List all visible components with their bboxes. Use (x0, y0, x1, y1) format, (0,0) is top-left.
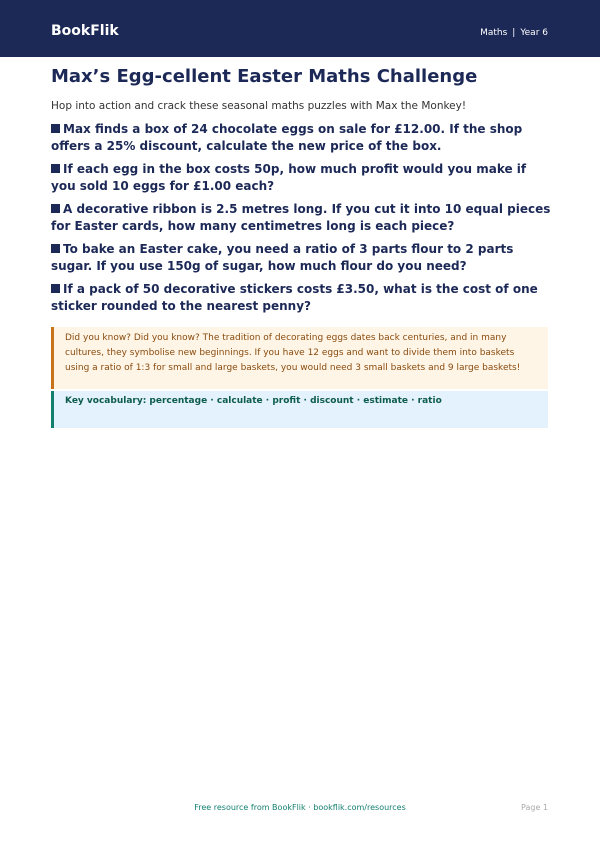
page-number: Page 1 (521, 803, 548, 812)
meta-separator: | (512, 28, 516, 38)
question-text: If each egg in the box costs 50p, how much profit would you make if you sold 10 eggs for £1.00 each? (51, 162, 527, 193)
footer-credit[interactable]: Free resource from BookFlik · bookflik.com/resources (194, 803, 406, 812)
square-bullet-icon (51, 244, 60, 253)
key-vocabulary-box (51, 391, 548, 428)
square-bullet-icon (51, 284, 60, 293)
square-bullet-icon (51, 204, 60, 213)
intro-text: Hop into action and crack these seasonal maths puzzles with Max the Monkey! (51, 100, 467, 112)
year-label: Year 6 (520, 28, 548, 38)
page-header (0, 0, 600, 57)
square-bullet-icon (51, 164, 60, 173)
question-item (51, 201, 551, 235)
question-item (51, 281, 551, 315)
question-text: A decorative ribbon is 2.5 metres long. If you cut it into 10 equal pieces for Easter cards, how many centimetres long is each piece? (51, 202, 551, 233)
question-text: To bake an Easter cake, you need a ratio of 3 parts flour to 2 parts sugar. If you use 150g of sugar, how much flour do you need? (51, 242, 514, 273)
question-item (51, 241, 551, 275)
question-text: If a pack of 50 decorative stickers costs £3.50, what is the cost of one sticker rounded to the nearest penny? (51, 282, 538, 313)
question-list (51, 121, 551, 321)
question-text: Max finds a box of 24 chocolate eggs on sale for £12.00. If the shop offers a 25% discount, calculate the new price of the box. (51, 122, 523, 153)
brand-logo-text[interactable]: BookFlik (51, 23, 119, 39)
fact-text: Did you know? Did you know? The tradition of decorating eggs dates back centuries, and in many cultures, they symbolise new beginnings. If you have 12 eggs and want to divide them into baskets using a ratio of 1:3 for small and large baskets, you would need 3 small baskets and 9 large baskets! (65, 333, 521, 373)
square-bullet-icon (51, 124, 60, 133)
question-item (51, 121, 551, 155)
header-meta (480, 27, 548, 39)
subject-label: Maths (480, 28, 508, 38)
did-you-know-box (51, 327, 548, 389)
question-item (51, 161, 551, 195)
vocab-text: Key vocabulary: percentage · calculate · profit · discount · estimate · ratio (65, 396, 442, 406)
page-title: Max’s Egg-cellent Easter Maths Challenge (51, 66, 478, 87)
